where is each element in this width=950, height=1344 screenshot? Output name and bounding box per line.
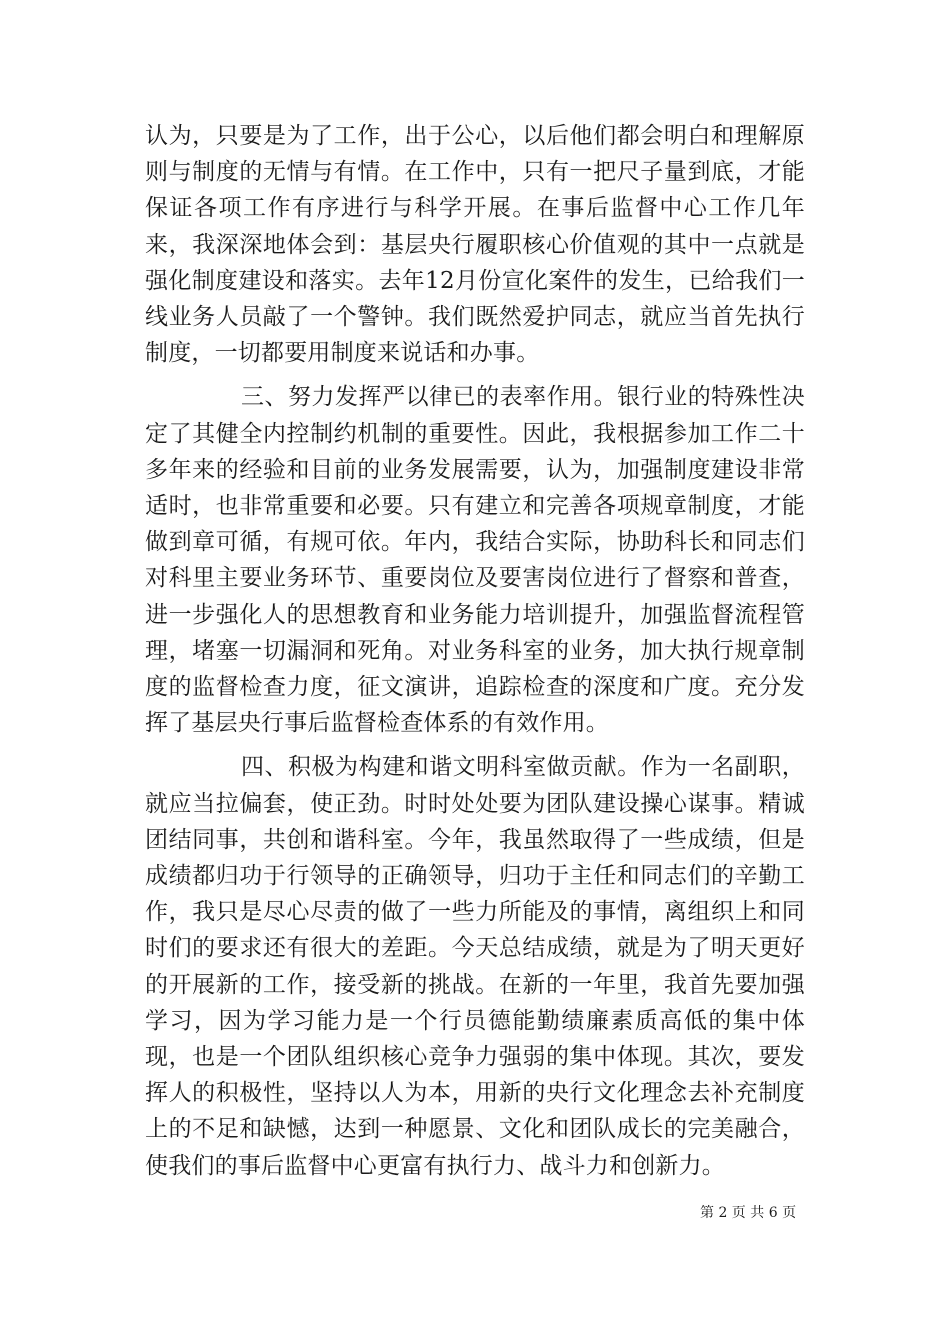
paragraph-3-section-four: 四、积极为构建和谐文明科室做贡献。作为一名副职，就应当拉偏套，使正劲。时时处处要为团队建设操心谋事。精诚团结同事，共创和谐科室。今年，我虽然取得了一些成绩，但是成绩都归功于行领导的正确领导，归功于主任和同志们的辛勤工作，我只是尽心尽责的做了一些力所能及的事情，离组织上和同时们的要求还有很大的差距。今天总结成绩，就是为了明天更好的开展新的工作，接受新的挑战。在新的一年里，我首先要加强学习，因为学习能力是一个行员德能勤绩廉素质高低的集中体现，也是一个团队组织核心竞争力强弱的集中体现。其次，要发挥人的积极性，坚持以人为本，用新的央行文化理念去补充制度上的不足和缺憾，达到一种愿景、文化和团队成长的完美融合，使我们的事后监督中心更富有执行力、战斗力和创新力。 bbox=[145, 754, 805, 1179]
paragraph-1: 认为，只要是为了工作，出于公心，以后他们都会明白和理解原则与制度的无情与有情。在工作中，只有一把尺子量到底，才能保证各项工作有序进行与科学开展。在事后监督中心工作几年来，我深深地体会到：基层央行履职核心价值观的其中一点就是强化制度建设和落实。去年12月份宣化案件的发生，已给我们一线业务人员敲了一个警钟。我们既然爱护同志，就应当首先执行制度，一切都要用制度来说话和办事。 bbox=[145, 123, 805, 367]
page-number-footer: 第 2 页 共 6 页 bbox=[700, 1205, 797, 1221]
paragraph-2-section-three: 三、努力发挥严以律已的表率作用。银行业的特殊性决定了其健全内控制约机制的重要性。因此，我根据参加工作二十多年来的经验和目前的业务发展需要，认为，加强制度建设非常适时，也非常重要和必要。只有建立和完善各项规章制度，才能做到章可循，有规可依。年内，我结合实际，协助科长和同志们对科里主要业务环节、重要岗位及要害岗位进行了督察和普查，进一步强化人的思想教育和业务能力培训提升，加强监督流程管理，堵塞一切漏洞和死角。对业务科室的业务，加大执行规章制度的监督检查力度，征文演讲，追踪检查的深度和广度。充分发挥了基层央行事后监督检查体系的有效作用。 bbox=[145, 384, 805, 737]
document-body bbox=[145, 118, 805, 1184]
